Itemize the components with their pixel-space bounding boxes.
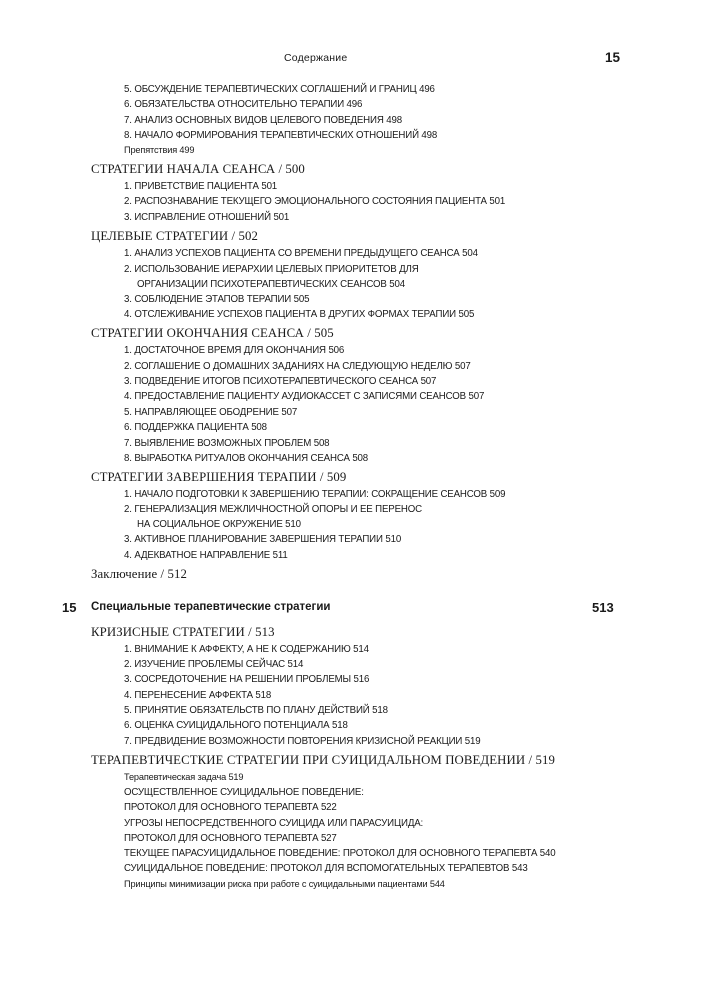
toc-entry: 1. НАЧАЛО ПОДГОТОВКИ К ЗАВЕРШЕНИЮ ТЕРАПИИ: СОКРАЩЕНИЕ СЕАНСОВ 509 bbox=[124, 489, 506, 500]
toc-section-heading: ЦЕЛЕВЫЕ СТРАТЕГИИ / 502 bbox=[91, 229, 259, 243]
toc-entry: 6. ОБЯЗАТЕЛЬСТВА ОТНОСИТЕЛЬНО ТЕРАПИИ 496 bbox=[124, 99, 363, 110]
toc-section-heading: СТРАТЕГИИ ОКОНЧАНИЯ СЕАНСА / 505 bbox=[91, 326, 334, 340]
toc-entry: ОРГАНИЗАЦИИ ПСИХОТЕРАПЕВТИЧЕСКИХ СЕАНСОВ 504 bbox=[137, 279, 405, 290]
toc-entry: УГРОЗЫ НЕПОСРЕДСТВЕННОГО СУИЦИДА ИЛИ ПАРАСУИЦИДА: bbox=[124, 818, 424, 829]
toc-entry: 6. ОЦЕНКА СУИЦИДАЛЬНОГО ПОТЕНЦИАЛА 518 bbox=[124, 720, 348, 731]
toc-entry: 8. НАЧАЛО ФОРМИРОВАНИЯ ТЕРАПЕВТИЧЕСКИХ ОТНОШЕНИЙ 498 bbox=[124, 130, 438, 141]
toc-entry: Принципы минимизации риска при работе с суицидальными пациентами 544 bbox=[124, 879, 445, 889]
toc-entry: 3. ИСПРАВЛЕНИЕ ОТНОШЕНИЙ 501 bbox=[124, 212, 290, 223]
toc-entry: 3. СОСРЕДОТОЧЕНИЕ НА РЕШЕНИИ ПРОБЛЕМЫ 516 bbox=[124, 674, 370, 685]
toc-entry: 5. ОБСУЖДЕНИЕ ТЕРАПЕВТИЧЕСКИХ СОГЛАШЕНИЙ И ГРАНИЦ 496 bbox=[124, 84, 435, 95]
toc-entry: НА СОЦИАЛЬНОЕ ОКРУЖЕНИЕ 510 bbox=[137, 519, 301, 530]
toc-entry: Препятствия 499 bbox=[124, 145, 195, 155]
running-header bbox=[0, 52, 709, 68]
toc-entry: ОСУЩЕСТВЛЕННОЕ СУИЦИДАЛЬНОЕ ПОВЕДЕНИЕ: bbox=[124, 787, 364, 798]
toc-entry: СУИЦИДАЛЬНОЕ ПОВЕДЕНИЕ: ПРОТОКОЛ ДЛЯ ВСПОМОГАТЕЛЬНЫХ ТЕРАПЕВТОВ 543 bbox=[124, 863, 528, 874]
toc-entry: 8. ВЫРАБОТКА РИТУАЛОВ ОКОНЧАНИЯ СЕАНСА 508 bbox=[124, 453, 369, 464]
toc-entry: 2. СОГЛАШЕНИЕ О ДОМАШНИХ ЗАДАНИЯХ НА СЛЕДУЮЩУЮ НЕДЕЛЮ 507 bbox=[124, 361, 471, 372]
page-number: 15 bbox=[605, 50, 621, 65]
chapter-number: 15 bbox=[62, 600, 77, 615]
toc-section-heading: ТЕРАПЕВТИЧЕСТКИЕ СТРАТЕГИИ ПРИ СУИЦИДАЛЬНОМ ПОВЕДЕНИИ / 519 bbox=[91, 753, 555, 767]
toc-entry: 5. ПРИНЯТИЕ ОБЯЗАТЕЛЬСТВ ПО ПЛАНУ ДЕЙСТВИЙ 518 bbox=[124, 705, 388, 716]
toc-entry: 7. ВЫЯВЛЕНИЕ ВОЗМОЖНЫХ ПРОБЛЕМ 508 bbox=[124, 438, 330, 449]
toc-conclusion: Заключение / 512 bbox=[91, 567, 188, 581]
toc-entry: 1. ДОСТАТОЧНОЕ ВРЕМЯ ДЛЯ ОКОНЧАНИЯ 506 bbox=[124, 345, 345, 356]
chapter-heading bbox=[0, 600, 709, 618]
toc-entry: 2. ГЕНЕРАЛИЗАЦИЯ МЕЖЛИЧНОСТНОЙ ОПОРЫ И ЕЕ ПЕРЕНОС bbox=[124, 504, 422, 515]
toc-entry: 7. ПРЕДВИДЕНИЕ ВОЗМОЖНОСТИ ПОВТОРЕНИЯ КРИЗИСНОЙ РЕАКЦИИ 519 bbox=[124, 736, 481, 747]
toc-entry: 2. РАСПОЗНАВАНИЕ ТЕКУЩЕГО ЭМОЦИОНАЛЬНОГО СОСТОЯНИЯ ПАЦИЕНТА 501 bbox=[124, 196, 506, 207]
toc-section-heading: КРИЗИСНЫЕ СТРАТЕГИИ / 513 bbox=[91, 625, 275, 639]
toc-entry: 3. ПОДВЕДЕНИЕ ИТОГОВ ПСИХОТЕРАПЕВТИЧЕСКОГО СЕАНСА 507 bbox=[124, 376, 437, 387]
toc-entry: 7. АНАЛИЗ ОСНОВНЫХ ВИДОВ ЦЕЛЕВОГО ПОВЕДЕНИЯ 498 bbox=[124, 115, 402, 126]
toc-entry: 4. ОТСЛЕЖИВАНИЕ УСПЕХОВ ПАЦИЕНТА В ДРУГИХ ФОРМАХ ТЕРАПИИ 505 bbox=[124, 309, 475, 320]
toc-entry: 3. АКТИВНОЕ ПЛАНИРОВАНИЕ ЗАВЕРШЕНИЯ ТЕРАПИИ 510 bbox=[124, 534, 402, 545]
toc-entry: 1. АНАЛИЗ УСПЕХОВ ПАЦИЕНТА СО ВРЕМЕНИ ПРЕДЫДУЩЕГО СЕАНСА 504 bbox=[124, 248, 478, 259]
chapter-page: 513 bbox=[592, 600, 614, 615]
toc-entry: 5. НАПРАВЛЯЮЩЕЕ ОБОДРЕНИЕ 507 bbox=[124, 407, 298, 418]
toc-entry: 4. ПЕРЕНЕСЕНИЕ АФФЕКТА 518 bbox=[124, 690, 272, 701]
toc-entry: 2. ИСПОЛЬЗОВАНИЕ ИЕРАРХИИ ЦЕЛЕВЫХ ПРИОРИТЕТОВ ДЛЯ bbox=[124, 264, 419, 275]
toc-section-heading: СТРАТЕГИИ НАЧАЛА СЕАНСА / 500 bbox=[91, 162, 305, 176]
toc-entry: 3. СОБЛЮДЕНИЕ ЭТАПОВ ТЕРАПИИ 505 bbox=[124, 294, 310, 305]
toc-entry: 1. ПРИВЕТСТВИЕ ПАЦИЕНТА 501 bbox=[124, 181, 278, 192]
toc-entry: 4. АДЕКВАТНОЕ НАПРАВЛЕНИЕ 511 bbox=[124, 550, 288, 561]
toc-entry: ПРОТОКОЛ ДЛЯ ОСНОВНОГО ТЕРАПЕВТА 522 bbox=[124, 802, 337, 813]
toc-entry: Терапевтическая задача 519 bbox=[124, 772, 244, 782]
toc-entry: 1. ВНИМАНИЕ К АФФЕКТУ, А НЕ К СОДЕРЖАНИЮ 514 bbox=[124, 644, 369, 655]
toc-entry: 2. ИЗУЧЕНИЕ ПРОБЛЕМЫ СЕЙЧАС 514 bbox=[124, 659, 304, 670]
running-header-title: Содержание bbox=[284, 52, 348, 64]
chapter-title: Специальные терапевтические стратегии bbox=[91, 601, 331, 613]
toc-entry: 6. ПОДДЕРЖКА ПАЦИЕНТА 508 bbox=[124, 422, 267, 433]
toc-entry: ПРОТОКОЛ ДЛЯ ОСНОВНОГО ТЕРАПЕВТА 527 bbox=[124, 833, 337, 844]
toc-section-heading: СТРАТЕГИИ ЗАВЕРШЕНИЯ ТЕРАПИИ / 509 bbox=[91, 470, 347, 484]
toc-entry: ТЕКУЩЕЕ ПАРАСУИЦИДАЛЬНОЕ ПОВЕДЕНИЕ: ПРОТОКОЛ ДЛЯ ОСНОВНОГО ТЕРАПЕВТА 540 bbox=[124, 848, 556, 859]
toc-entry: 4. ПРЕДОСТАВЛЕНИЕ ПАЦИЕНТУ АУДИОКАССЕТ С ЗАПИСЯМИ СЕАНСОВ 507 bbox=[124, 391, 485, 402]
